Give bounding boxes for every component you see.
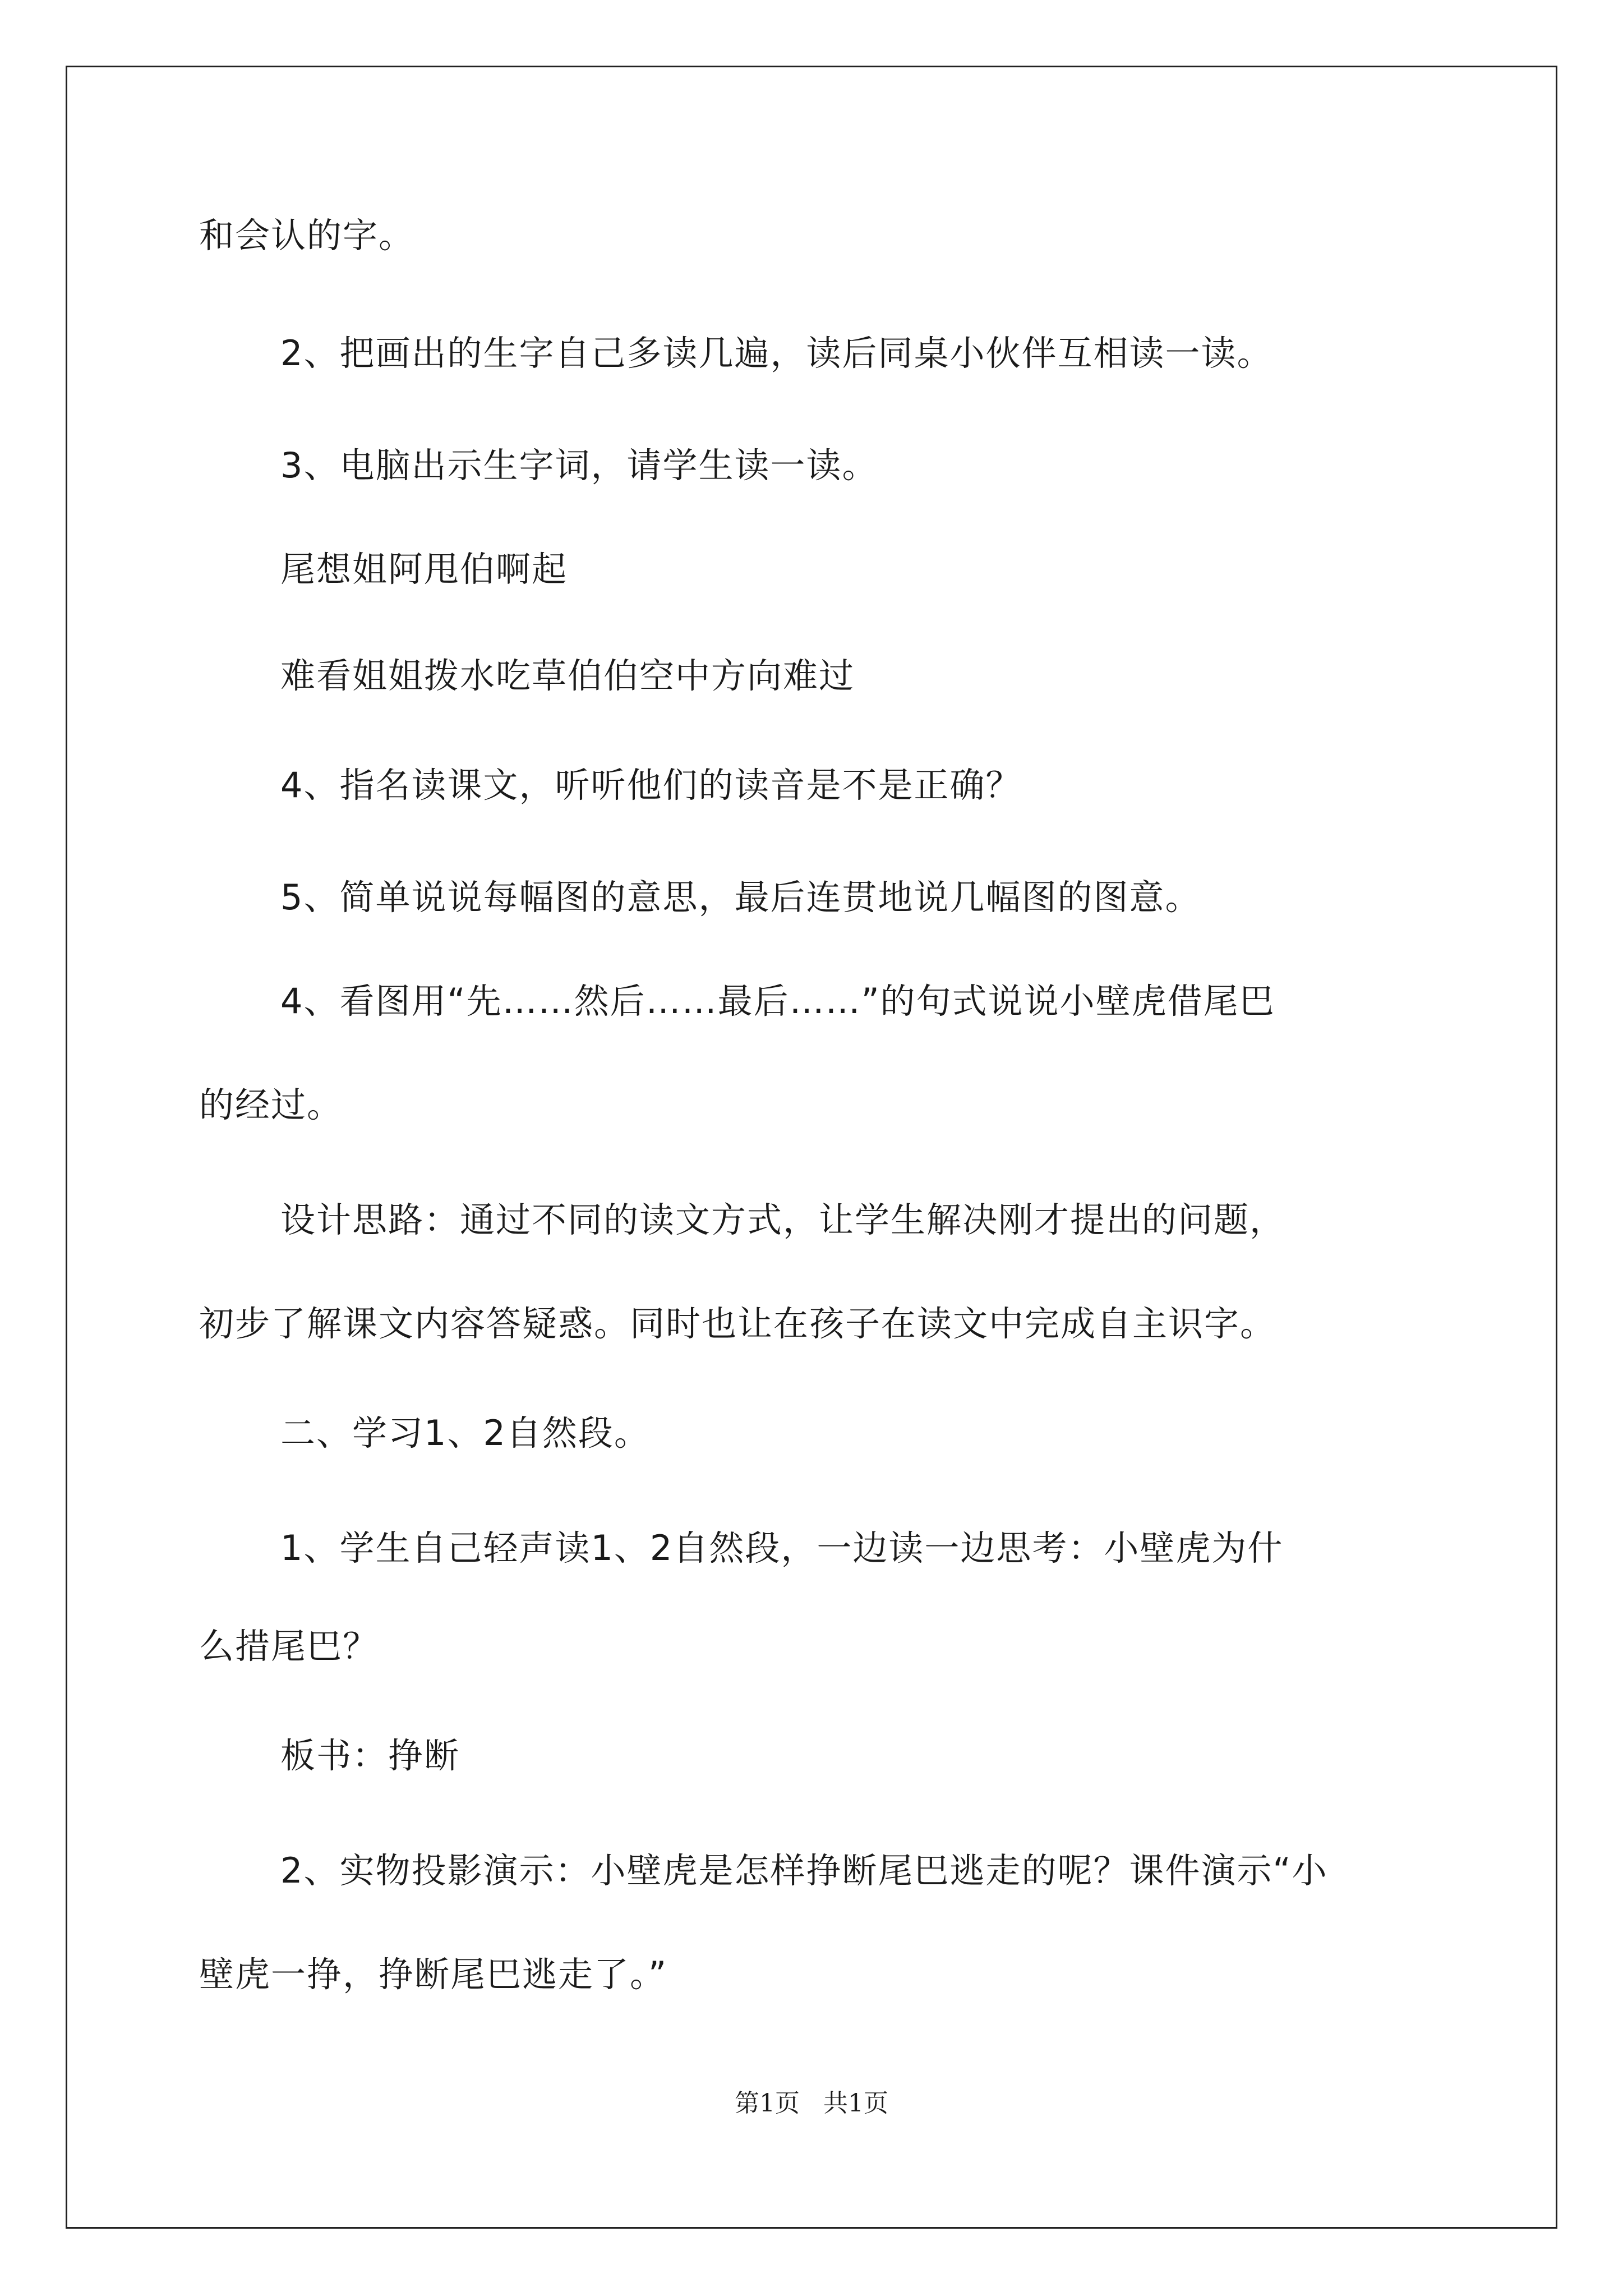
text-line: 难看姐姐拨水吃草伯伯空中方向难过 xyxy=(280,655,855,696)
text-line: 二、学习1、2自然段。 xyxy=(280,1412,650,1453)
text-line: 2、实物投影演示：小壁虎是怎样挣断尾巴逃走的呢？课件演示“小 xyxy=(280,1850,1328,1891)
text-line: 尾想姐阿甩伯啊起 xyxy=(280,549,568,590)
text-line: 的经过。 xyxy=(199,1084,343,1125)
text-line: 设计思路：通过不同的读文方式，让学生解决刚才提出的问题， xyxy=(280,1199,1286,1240)
text-line: 4、看图用“先……然后……最后……”的句式说说小壁虎借尾巴 xyxy=(280,981,1275,1022)
text-line: 壁虎一挣，挣断尾巴逃走了。” xyxy=(199,1954,668,1995)
text-line: 3、电脑出示生字词，请学生读一读。 xyxy=(280,445,878,486)
text-line: 么措尾巴？ xyxy=(199,1626,379,1667)
text-line: 和会认的字。 xyxy=(199,215,415,256)
text-line: 1、学生自己轻声读1、2自然段，一边读一边思考：小壁虎为什 xyxy=(280,1527,1284,1568)
text-line: 初步了解课文内容答疑惑。同时也让在孩子在读文中完成自主识字。 xyxy=(199,1303,1276,1344)
text-line: 4、指名读课文，听听他们的读音是不是正确？ xyxy=(280,765,1022,806)
page-frame xyxy=(66,66,1557,2229)
text-line: 板书：挣断 xyxy=(280,1735,460,1776)
text-line: 5、简单说说每幅图的意思，最后连贯地说几幅图的图意。 xyxy=(280,877,1201,918)
text-line: 2、把画出的生字自己多读几遍，读后同桌小伙伴互相读一读。 xyxy=(280,333,1273,374)
page-footer: 第1页 共1页 xyxy=(735,2089,888,2118)
